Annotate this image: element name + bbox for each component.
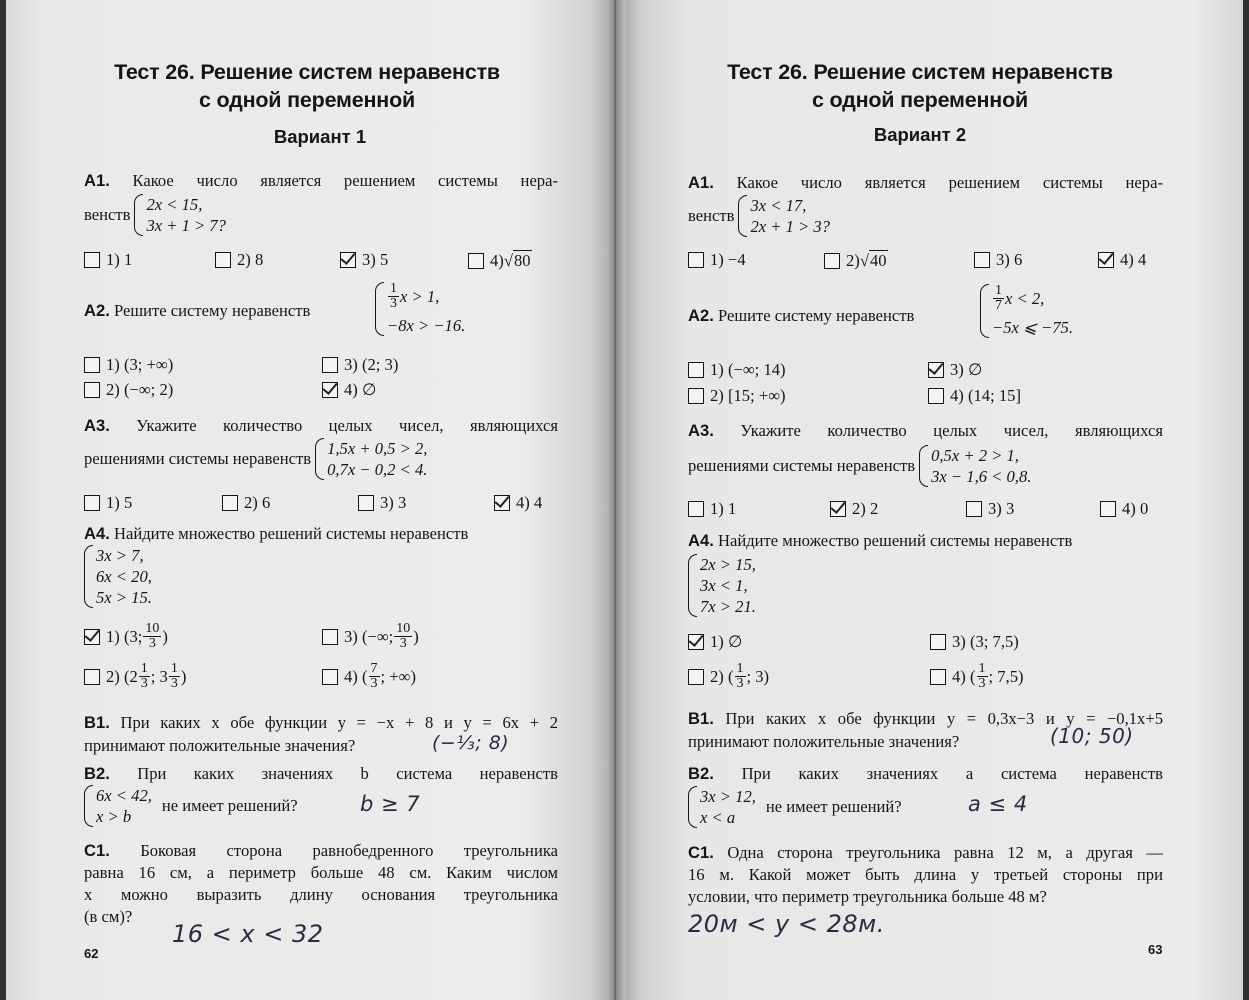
right-a4-system: 2x > 15, 3x < 1, 7x > 21. — [688, 554, 756, 617]
right-b1-handwritten-answer: (10; 50) — [1050, 724, 1134, 748]
checkbox-checked[interactable] — [1098, 252, 1114, 268]
right-a1-system-line: венств 3x < 17, 2x + 1 > 3? — [688, 196, 830, 236]
left-a1-system-line: венств 2x < 15, 3x + 1 > 7? — [84, 195, 226, 235]
checkbox[interactable] — [928, 388, 944, 404]
left-b2-system: 6x < 42, x > b — [84, 785, 152, 827]
right-a2-option-1[interactable]: 1) (−∞; 14) — [688, 360, 786, 380]
left-c1-handwritten-answer: 16 < x < 32 — [172, 920, 324, 948]
checkbox[interactable] — [1100, 501, 1116, 517]
right-a4-option-3[interactable]: 3) (3; 7,5) — [930, 632, 1019, 652]
left-a1-option-1[interactable]: 1) 1 — [84, 250, 132, 270]
right-a3-option-3[interactable]: 3) 3 — [966, 499, 1014, 519]
right-a3-question: А3. Укажите количество целых чисел, являющихся — [688, 421, 1163, 440]
right-a1-question: А1. Какое число является решением системы нера- — [688, 173, 1163, 192]
left-a2-option-4[interactable]: 4) ∅ — [322, 380, 376, 400]
left-a2-option-1[interactable]: 1) (3; +∞) — [84, 355, 173, 375]
checkbox[interactable] — [966, 501, 982, 517]
checkbox[interactable] — [688, 362, 704, 378]
right-a2-option-4[interactable]: 4) (14; 15] — [928, 386, 1021, 406]
right-a3-option-2[interactable]: 2) 2 — [830, 499, 878, 519]
right-c1-line3: условии, что периметр треугольника больше 48 м? — [688, 887, 1047, 906]
right-a4-option-1[interactable]: 1) ∅ — [688, 632, 742, 652]
right-a3-option-4[interactable]: 4) 0 — [1100, 499, 1148, 519]
left-a2-question: А2. Решите систему неравенств — [84, 301, 311, 320]
right-a4-question: А4. Найдите множество решений системы неравенств — [688, 531, 1073, 550]
left-a3-option-3[interactable]: 3) 3 — [358, 493, 406, 513]
checkbox[interactable] — [688, 252, 704, 268]
left-a4-option-4[interactable]: 4) ( $\frac{7}{3}$ ; +∞) — [322, 662, 416, 691]
right-a3-system-line: решениями системы неравенств 0,5x + 2 > 1, 3x − 1,6 < 0,8. — [688, 446, 1032, 486]
right-c1-line2: 16 м. Какой может быть длина y третьей стороны при — [688, 865, 1163, 884]
left-c1-line4: (в см)? — [84, 907, 133, 926]
checkbox[interactable] — [974, 252, 990, 268]
left-page-number: 62 — [84, 946, 99, 961]
left-a2-system: $\frac{1}{3}$ x > 1, −8x > −16. — [375, 282, 465, 336]
left-a1-option-2[interactable]: 2) 8 — [215, 250, 263, 270]
left-b1-question: В1. При каких x обе функции y = −x + 8 и y = 6x + 2 — [84, 713, 558, 732]
right-a2-option-2[interactable]: 2) [15; +∞) — [688, 386, 786, 406]
left-a3-option-1[interactable]: 1) 5 — [84, 493, 132, 513]
right-a3-option-1[interactable]: 1) 1 — [688, 499, 736, 519]
sqrt-sign: √ — [859, 250, 869, 270]
right-a1-option-2[interactable]: 2) √ 40 — [824, 250, 888, 271]
right-a2-question: А2. Решите систему неравенств — [688, 306, 915, 325]
left-b2-question: В2. При каких значениях b система неравенств — [84, 764, 558, 783]
left-a3-option-2[interactable]: 2) 6 — [222, 493, 270, 513]
checkbox[interactable] — [930, 669, 946, 685]
left-a3-question: А3. Укажите количество целых чисел, являющихся — [84, 416, 558, 435]
left-a4-question: А4. Найдите множество решений системы неравенств — [84, 524, 469, 543]
right-b2-system-line: 3x > 12, x < a не имеет решений? — [688, 786, 902, 828]
left-b1-line2: принимают положительные значения? — [84, 736, 356, 755]
sqrt-sign: √ — [503, 250, 513, 270]
right-variant-heading: Вариант 2 — [873, 124, 967, 145]
right-a1-system: 3x < 17, 2x + 1 > 3? — [738, 195, 830, 237]
checkbox-checked[interactable] — [928, 362, 944, 378]
left-a4-option-2[interactable]: 2) (2 $\frac{1}{3}$ ; 3 $\frac{1}{3}$ ) — [84, 662, 186, 691]
right-b2-handwritten-answer: a ≤ 4 — [968, 792, 1028, 816]
checkbox[interactable] — [688, 501, 704, 517]
right-a4-option-2[interactable]: 2) ( $\frac{1}{3}$ ; 3) — [688, 662, 769, 691]
left-a1-option-3[interactable]: 3) 5 — [340, 250, 388, 270]
left-b2-system-line: 6x < 42, x > b не имеет решений? — [84, 785, 298, 827]
left-b1-handwritten-answer: (−⅓; 8) — [432, 732, 510, 754]
right-a1-option-4[interactable]: 4) 4 — [1098, 250, 1146, 270]
right-b2-system: 3x > 12, x < a — [688, 786, 756, 828]
right-a4-option-4[interactable]: 4) ( $\frac{1}{3}$ ; 7,5) — [930, 662, 1024, 691]
right-a1-option-1[interactable]: 1) −4 — [688, 250, 746, 270]
right-c1-line1: С1. Одна сторона треугольника равна 12 м, а другая — — [688, 843, 1163, 862]
left-a2-option-3[interactable]: 3) (2; 3) — [322, 355, 398, 375]
left-b2-handwritten-answer: b ≥ 7 — [360, 792, 421, 816]
checkbox[interactable] — [688, 388, 704, 404]
left-a1-system: 2x < 15, 3x + 1 > 7? — [134, 194, 226, 236]
left-a2-option-2[interactable]: 2) (−∞; 2) — [84, 380, 173, 400]
right-a3-system: 0,5x + 2 > 1, 3x − 1,6 < 0,8. — [919, 445, 1031, 487]
left-a3-system-line: решениями системы неравенств 1,5x + 0,5 > 2, 0,7x − 0,2 < 4. — [84, 439, 428, 479]
right-b1-question: В1. При каких x обе функции y = 0,3x−3 и y = −0,1x+5 — [688, 709, 1164, 728]
checkbox[interactable] — [688, 669, 704, 685]
right-a2-option-3[interactable]: 3) ∅ — [928, 360, 982, 380]
right-b1-line2: принимают положительные значения? — [688, 732, 960, 751]
checkbox-checked[interactable] — [688, 634, 704, 650]
left-variant-heading: Вариант 1 — [273, 126, 367, 147]
left-a1-question: А1. Какое число является решением системы нера- — [84, 171, 558, 190]
left-a4-option-3[interactable]: 3) (−∞; $\frac{10}{3}$ ) — [322, 622, 419, 651]
left-a1-option-4[interactable]: 4) √ 80 — [468, 250, 532, 271]
left-a3-system: 1,5x + 0,5 > 2, 0,7x − 0,2 < 4. — [315, 438, 427, 480]
right-title — [640, 58, 1200, 114]
right-page-number: 63 — [1148, 942, 1163, 957]
right-b2-question: В2. При каких значениях a система неравенств — [688, 764, 1163, 783]
left-a4-system: 3x > 7, 6x < 20, 5x > 15. — [84, 545, 152, 608]
left-a4-option-1[interactable]: 1) (3; $\frac{10}{3}$ ) — [84, 622, 168, 651]
checkbox-checked[interactable] — [830, 501, 846, 517]
left-c1-line1: С1. Боковая сторона равнобедренного треугольника — [84, 841, 558, 860]
checkbox[interactable] — [930, 634, 946, 650]
left-c1-line3: x можно выразить длину основания треугольника — [84, 885, 558, 904]
right-title-line1: Тест 26. Решение систем неравенств — [727, 60, 1113, 84]
left-title-line1: Тест 26. Решение систем неравенств — [114, 60, 500, 84]
left-a3-option-4[interactable]: 4) 4 — [494, 493, 542, 513]
right-title-line2: с одной переменной — [811, 88, 1029, 112]
left-title-line2: с одной переменной — [198, 88, 416, 112]
right-a1-option-3[interactable]: 3) 6 — [974, 250, 1022, 270]
checkbox[interactable] — [824, 253, 840, 269]
left-c1-line2: равна 16 см, а периметр больше 48 см. Каким числом — [84, 863, 558, 882]
right-c1-handwritten-answer: 20м < y < 28м. — [688, 910, 885, 938]
right-a2-system: $\frac{1}{7}$ x < 2, −5x ⩽ −75. — [980, 284, 1073, 338]
